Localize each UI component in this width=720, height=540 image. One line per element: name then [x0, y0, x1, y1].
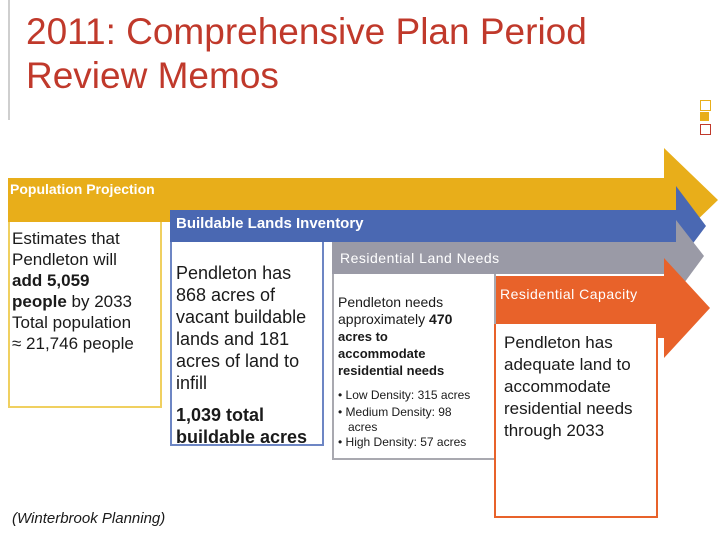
card-buildable-text: [176, 262, 326, 448]
text-line: ≈ 21,746 people: [12, 334, 134, 353]
slide-title-line1: 2011: Comprehensive Plan Period: [26, 11, 587, 52]
text-line-bold: 1,039 total: [176, 405, 265, 425]
bullet-item: • High Density: 57 acres: [338, 435, 467, 449]
text-bold-number: 470: [429, 311, 453, 327]
text-line: Pendleton will: [12, 250, 117, 269]
accent-square: [700, 124, 711, 135]
accent-square: [700, 100, 711, 111]
heading-population: Population Projection: [10, 181, 155, 197]
text-line-bold: residential needs: [338, 363, 445, 378]
text-line: Pendleton needs: [338, 294, 444, 310]
slide-title-line2: Review Memos: [26, 55, 279, 96]
text-line-bold: acres to: [338, 329, 388, 344]
text-line: lands and 181: [176, 329, 290, 349]
text-line-bold: accommodate: [338, 346, 426, 361]
text-line: infill: [176, 373, 208, 393]
heading-capacity: Residential Capacity: [500, 286, 638, 302]
text-line: 868 acres of: [176, 285, 276, 305]
text-line: adequate land to: [504, 355, 631, 374]
text-line: accommodate: [504, 377, 611, 396]
card-capacity: [494, 324, 658, 518]
text-line: Pendleton has: [504, 333, 613, 352]
accent-square: [700, 112, 709, 121]
heading-buildable: Buildable Lands Inventory: [176, 215, 364, 232]
title-border-line: [8, 0, 10, 120]
text-line: through 2033: [504, 421, 605, 440]
text-line: vacant buildable: [176, 307, 307, 327]
card-capacity-text: [504, 332, 658, 442]
source-note: (Winterbrook Planning): [12, 510, 166, 527]
card-buildable: [170, 242, 324, 446]
text-line: Pendleton has: [176, 263, 292, 283]
card-population-text: Estimates that Pendleton will add 5,059 people by 2033 Total population ≈ 21,746 people: [12, 228, 164, 354]
slide-title: [26, 10, 686, 98]
card-population: [8, 222, 162, 408]
text-bold: people: [12, 292, 67, 311]
bullet-item: acres: [338, 420, 378, 434]
card-land-needs: [332, 274, 496, 460]
text-line: acres of land to: [176, 351, 300, 371]
bullet-item: • Medium Density: 98: [338, 405, 452, 419]
bullet-item: • Low Density: 315 acres: [338, 388, 471, 402]
heading-land-needs: Residential Land Needs: [340, 250, 500, 266]
text-line: Total population: [12, 313, 132, 332]
text-line: residential needs: [504, 399, 633, 418]
text-line: Estimates that: [12, 229, 120, 248]
text-line-bold: buildable acres: [176, 427, 308, 447]
text-line-bold: add 5,059: [12, 271, 90, 290]
text-line: approximately: [338, 311, 426, 327]
card-land-needs-text: [338, 294, 498, 451]
